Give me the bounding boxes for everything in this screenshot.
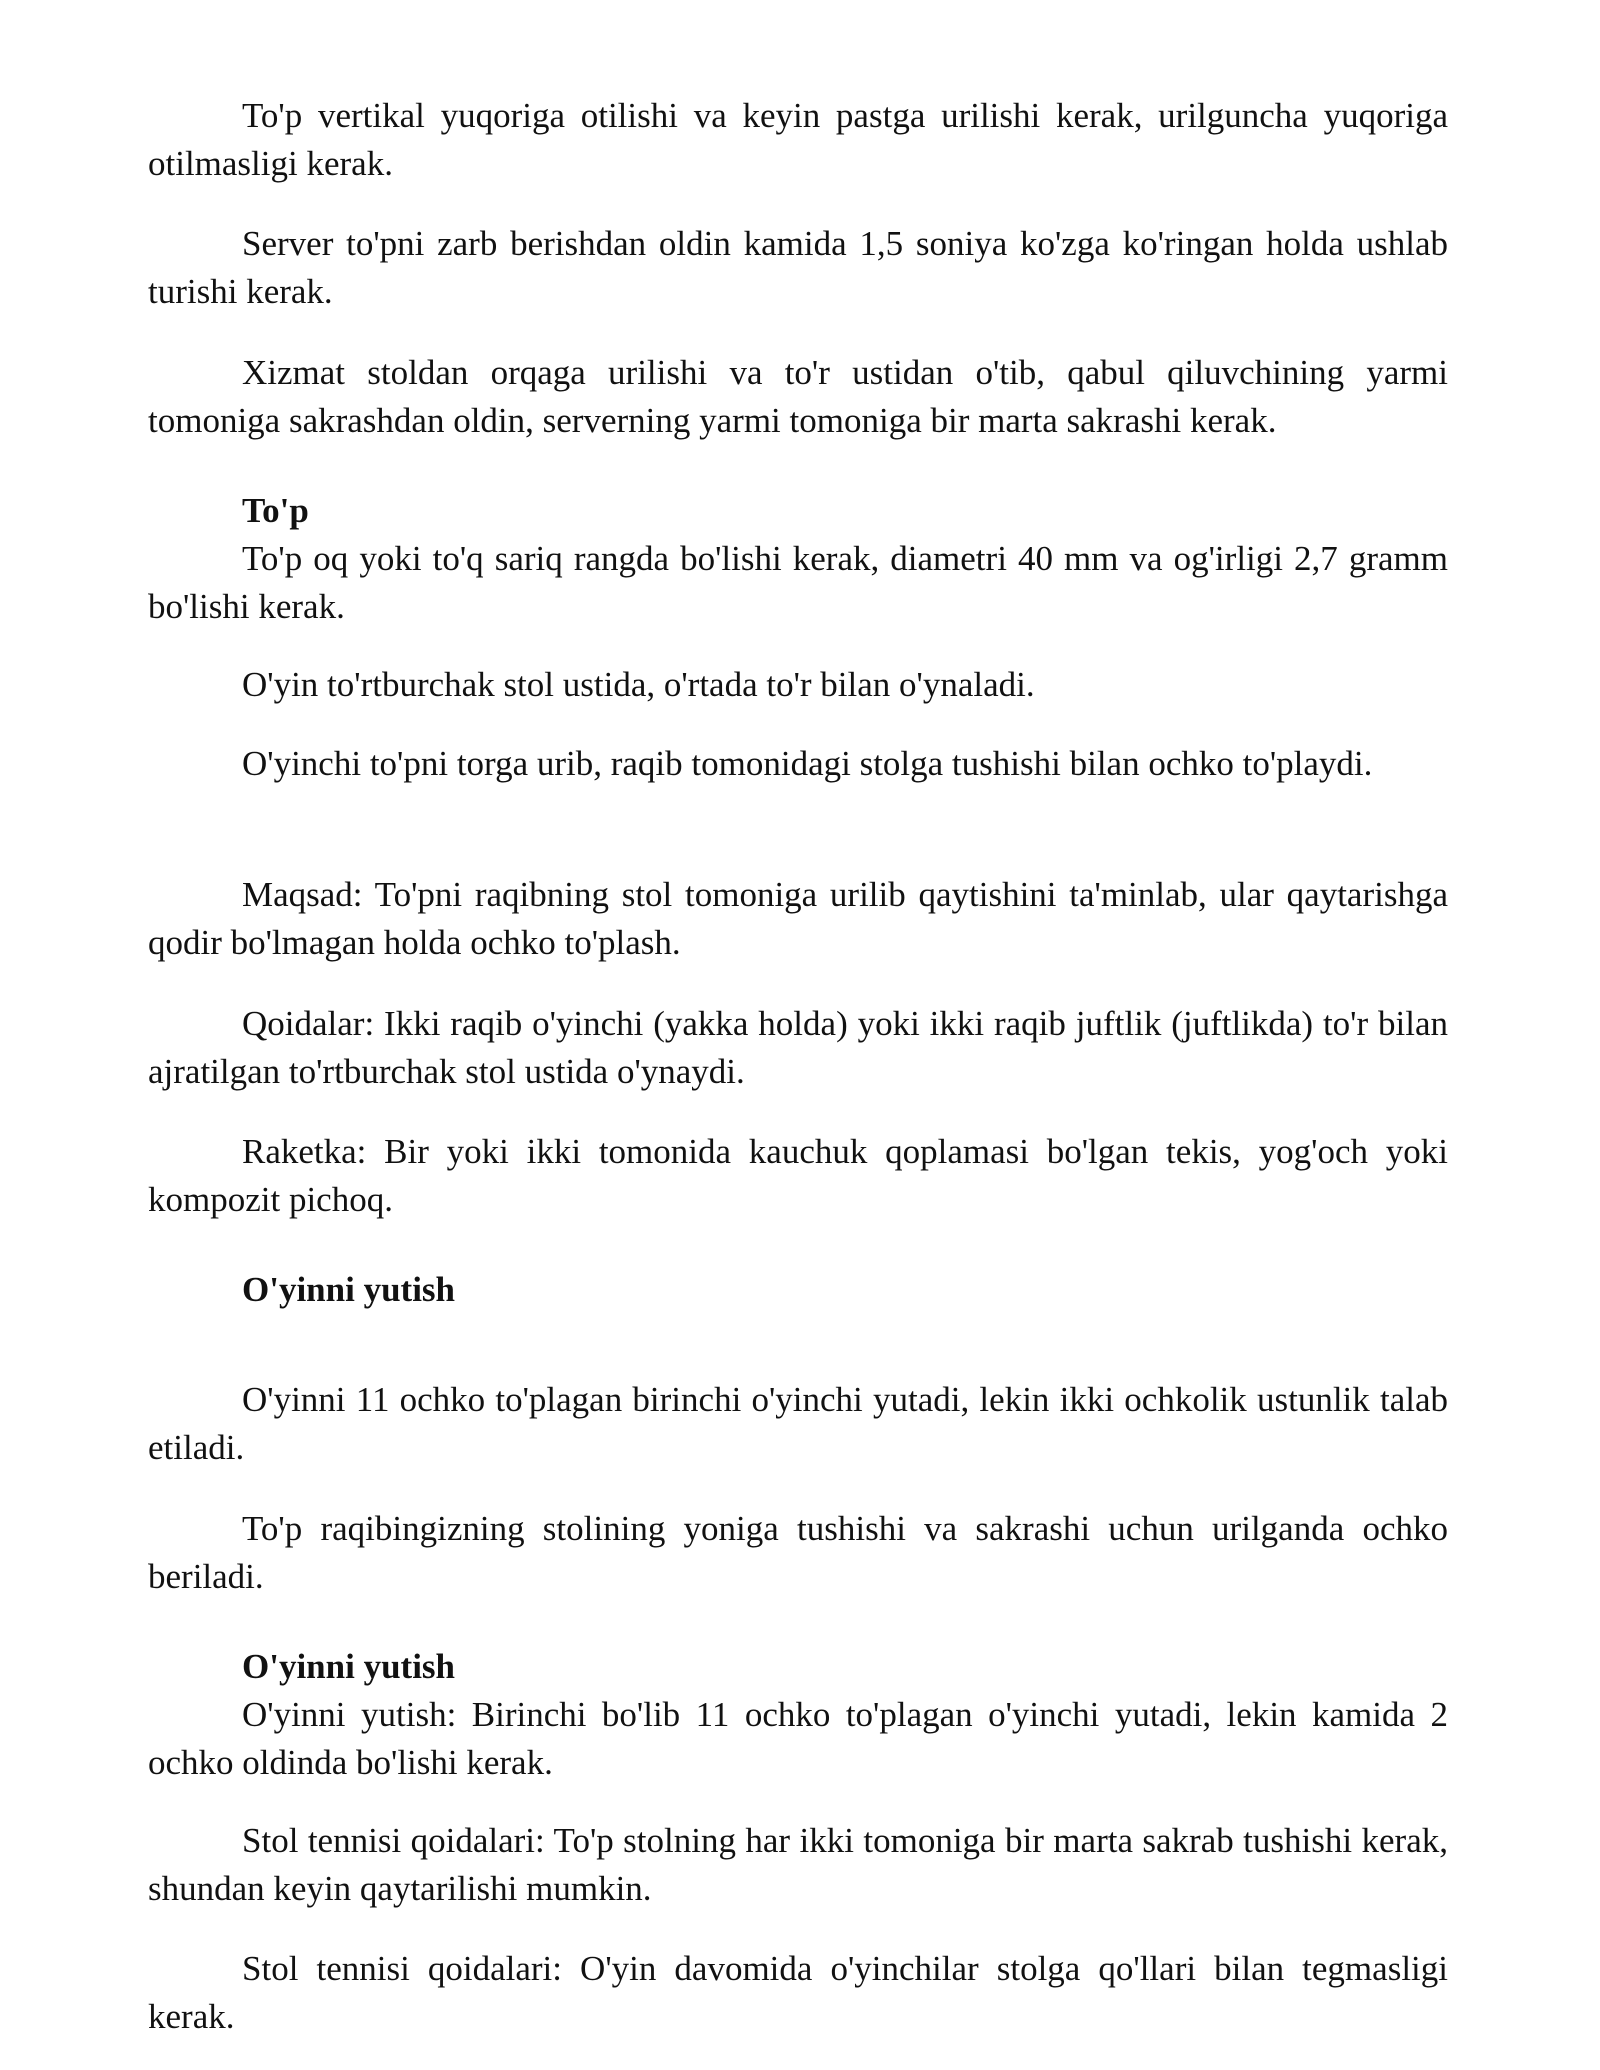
paragraph-hands-rule: Stol tennisi qoidalari: O'yin davomida o'yinchilar stolga qo'llari bilan tegmasligi kerak. xyxy=(148,1949,1448,2036)
section-heading-winning-1: O'yinni yutish xyxy=(242,1270,456,1309)
paragraph-service-bounce: Xizmat stoldan orqaga urilishi va to'r ustidan o'tib, qabul qiluvchining yarmi tomoniga sakrashdan oldin, serverning yarmi tomoniga bir marta sakrashi kerak. xyxy=(148,353,1448,440)
paragraph-rules: Qoidalar: Ikki raqib o'yinchi (yakka holda) yoki ikki raqib juftlik (juftlikda) to'r bilan ajratilgan to'rtburchak stol ustida o'ynaydi. xyxy=(148,1004,1448,1091)
section-heading-ball: To'p xyxy=(242,491,309,530)
paragraph-server-hold: Server to'pni zarb berishdan oldin kamida 1,5 soniya ko'zga ko'ringan holda ushlab turishi kerak. xyxy=(148,224,1448,311)
section-ball xyxy=(148,487,1448,631)
paragraph-winning-11: O'yinni 11 ochko to'plagan birinchi o'yinchi yutadi, lekin ikki ochkolik ustunlik talab etiladi. xyxy=(148,1380,1448,1467)
paragraph-goal: Maqsad: To'pni raqibning stol tomoniga urilib qaytishini ta'minlab, ular qaytarishga qodir bo'lmagan holda ochko to'plash. xyxy=(148,875,1448,962)
section-heading-winning-2: O'yinni yutish xyxy=(242,1647,456,1686)
paragraph-racket: Raketka: Bir yoki ikki tomonida kauchuk qoplamasi bo'lgan tekis, yog'och yoki kompozit pichoq. xyxy=(148,1132,1448,1219)
paragraph-bounce-rule: Stol tennisi qoidalari: To'p stolning har ikki tomoniga bir marta sakrab tushishi kerak, shundan keyin qaytarilishi mumkin. xyxy=(148,1821,1448,1908)
paragraph-ball-spec: To'p oq yoki to'q sariq rangda bo'lishi kerak, diametri 40 mm va og'irligi 2,7 gramm bo'lishi kerak. xyxy=(148,539,1448,626)
section-winning-2 xyxy=(148,1643,1448,1787)
paragraph-winning-lead: O'yinni yutish: Birinchi bo'lib 11 ochko to'plagan o'yinchi yutadi, lekin kamida 2 ochko oldinda bo'lishi kerak. xyxy=(148,1695,1448,1782)
paragraph-table-play: O'yin to'rtburchak stol ustida, o'rtada to'r bilan o'ynaladi. xyxy=(242,665,1035,704)
paragraph-ball-toss: To'p vertikal yuqoriga otilishi va keyin pastga urilishi kerak, urilguncha yuqoriga otilmasligi kerak. xyxy=(148,96,1448,183)
paragraph-point-award: To'p raqibingizning stolining yoniga tushishi va sakrashi uchun urilganda ochko beriladi. xyxy=(148,1509,1448,1596)
paragraph-scoring: O'yinchi to'pni torga urib, raqib tomonidagi stolga tushishi bilan ochko to'playdi. xyxy=(242,744,1373,783)
